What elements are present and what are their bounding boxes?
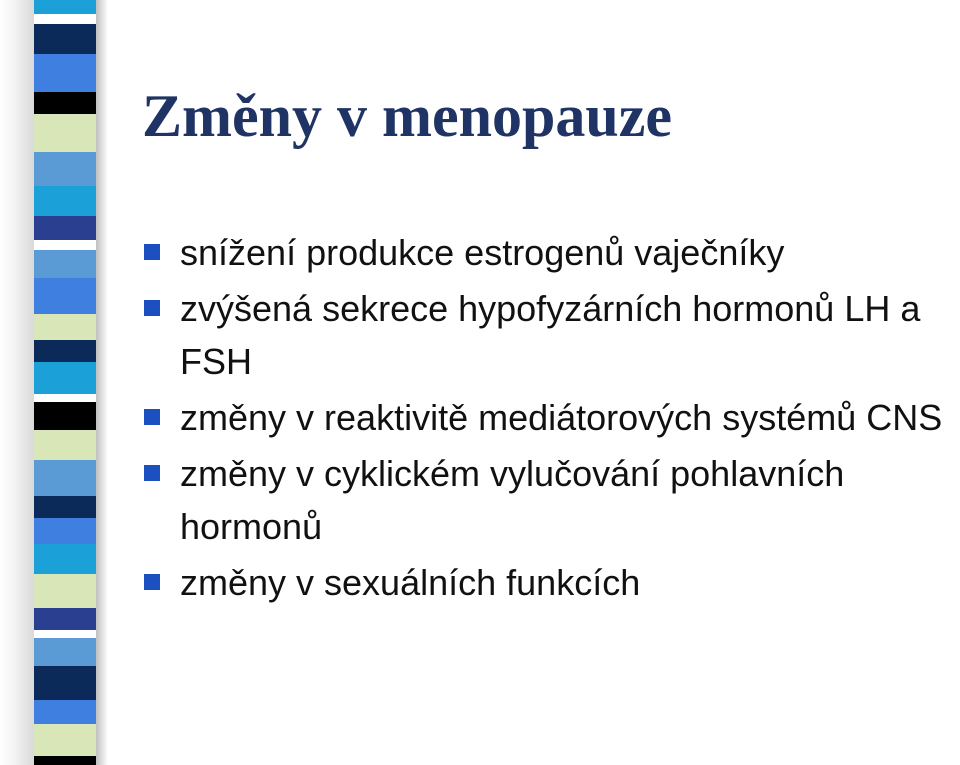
bullet-text: snížení produkce estrogenů vaječníky xyxy=(180,232,785,273)
decorative-stripe xyxy=(34,278,96,314)
slide-title: Změny v menopauze xyxy=(142,83,672,149)
bullet-item xyxy=(142,391,952,444)
decorative-stripe xyxy=(34,14,96,24)
decorative-stripe xyxy=(34,92,96,114)
bullet-text: změny v cyklickém vylučování pohlavních hormonů xyxy=(180,453,845,547)
decorative-stripe xyxy=(34,544,96,574)
decorative-stripe xyxy=(34,250,96,278)
bullet-item xyxy=(142,226,952,279)
square-bullet-icon xyxy=(144,574,160,590)
decorative-stripe-bar xyxy=(34,0,96,765)
bullet-text: zvýšená sekrece hypofyzárních hormonů LH a FSH xyxy=(180,288,921,382)
decorative-stripe xyxy=(34,54,96,92)
decorative-stripe xyxy=(34,630,96,638)
decorative-stripe xyxy=(34,700,96,724)
decorative-stripe xyxy=(34,496,96,518)
square-bullet-icon xyxy=(144,300,160,316)
decorative-stripe xyxy=(34,216,96,240)
left-shadow-decoration xyxy=(0,0,34,765)
decorative-stripe xyxy=(34,186,96,216)
square-bullet-icon xyxy=(144,465,160,481)
decorative-stripe xyxy=(34,608,96,630)
bullet-item xyxy=(142,556,952,609)
decorative-stripe xyxy=(34,574,96,608)
bullet-text: změny v sexuálních funkcích xyxy=(180,562,641,603)
decorative-stripe xyxy=(34,0,96,14)
square-bullet-icon xyxy=(144,244,160,260)
bullet-text: změny v reaktivitě mediátorových systémů CNS xyxy=(180,397,943,438)
decorative-stripe xyxy=(34,666,96,700)
decorative-stripe xyxy=(34,24,96,54)
decorative-stripe xyxy=(34,314,96,340)
decorative-stripe xyxy=(34,362,96,394)
bullet-list xyxy=(142,226,952,612)
decorative-stripe xyxy=(34,240,96,250)
decorative-stripe xyxy=(34,638,96,666)
decorative-stripe xyxy=(34,340,96,362)
decorative-stripe xyxy=(34,394,96,402)
decorative-stripe xyxy=(34,152,96,186)
decorative-stripe xyxy=(34,460,96,496)
bullet-item xyxy=(142,282,952,388)
decorative-stripe xyxy=(34,114,96,152)
square-bullet-icon xyxy=(144,409,160,425)
bullet-item xyxy=(142,447,952,553)
stripe-bar-shadow xyxy=(96,0,108,765)
decorative-stripe xyxy=(34,756,96,765)
decorative-stripe xyxy=(34,518,96,544)
decorative-stripe xyxy=(34,402,96,430)
decorative-stripe xyxy=(34,724,96,756)
decorative-stripe xyxy=(34,430,96,460)
